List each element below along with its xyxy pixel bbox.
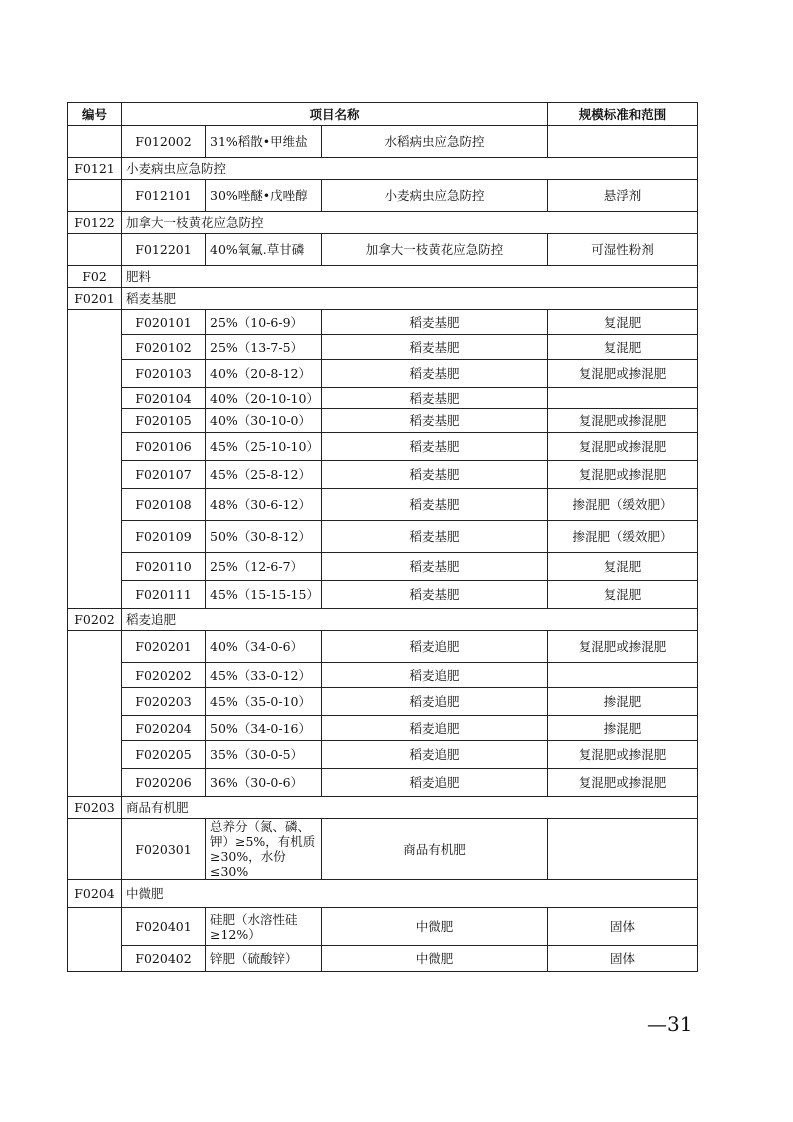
item-code-cell: F020105 (122, 409, 206, 433)
item-name-cell: 稻麦追肥 (322, 631, 548, 663)
group-row (68, 158, 698, 180)
item-spec-cell: 30%唑醚•戊唑醇 (206, 180, 322, 212)
item-name-cell: 稻麦基肥 (322, 335, 548, 360)
group-code-cell: F02 (68, 266, 122, 288)
item-name-cell: 稻麦基肥 (322, 388, 548, 409)
item-scale-cell: 掺混肥 (548, 716, 698, 741)
table-row (68, 310, 698, 335)
item-name-cell: 稻麦追肥 (322, 663, 548, 688)
item-scale-cell: 掺混肥（缓效肥） (548, 489, 698, 521)
group-code-cell: F0204 (68, 880, 122, 908)
item-name-cell: 稻麦追肥 (322, 741, 548, 769)
table-row (68, 688, 698, 716)
item-scale-cell: 复混肥或掺混肥 (548, 409, 698, 433)
group-name-cell: 小麦病虫应急防控 (122, 158, 698, 180)
item-scale-cell: 复混肥 (548, 553, 698, 581)
item-name-cell: 稻麦追肥 (322, 716, 548, 741)
item-name-cell: 商品有机肥 (322, 819, 548, 880)
table-row (68, 631, 698, 663)
item-code-cell: F020102 (122, 335, 206, 360)
group-row (68, 609, 698, 631)
item-code-cell: F020203 (122, 688, 206, 716)
item-scale-cell: 固体 (548, 908, 698, 946)
item-code-cell: F012201 (122, 234, 206, 266)
item-code-cell: F012101 (122, 180, 206, 212)
table-row (68, 335, 698, 360)
item-scale-cell: 可湿性粉剂 (548, 234, 698, 266)
item-scale-cell: 复混肥或掺混肥 (548, 769, 698, 797)
item-spec-cell: 45%（35-0-10） (206, 688, 322, 716)
item-code-cell: F020108 (122, 489, 206, 521)
item-spec-cell: 硅肥（水溶性硅≥12%） (206, 908, 322, 946)
group-row (68, 880, 698, 908)
item-code-cell: F020402 (122, 946, 206, 972)
item-spec-cell: 31%稻散•甲维盐 (206, 126, 322, 158)
item-scale-cell: 悬浮剂 (548, 180, 698, 212)
item-name-cell: 稻麦基肥 (322, 461, 548, 489)
table-row (68, 360, 698, 388)
table-row (68, 741, 698, 769)
item-name-cell: 稻麦基肥 (322, 553, 548, 581)
item-code-cell: F020107 (122, 461, 206, 489)
item-spec-cell: 40%（30-10-0） (206, 409, 322, 433)
group-name-cell: 商品有机肥 (122, 797, 698, 819)
blank-code-cell (68, 819, 122, 880)
item-spec-cell: 35%（30-0-5） (206, 741, 322, 769)
item-spec-cell: 40%（20-8-12） (206, 360, 322, 388)
table-body (68, 126, 698, 972)
item-scale-cell (548, 388, 698, 409)
blank-code-cell (68, 126, 122, 158)
table-row (68, 433, 698, 461)
item-spec-cell: 总养分（氮、磷、钾）≥5%，有机质≥30%，水份≤30% (206, 819, 322, 880)
item-code-cell: F020202 (122, 663, 206, 688)
group-name-cell: 加拿大一枝黄花应急防控 (122, 212, 698, 234)
header-item-name: 项目名称 (122, 103, 548, 126)
item-scale-cell: 掺混肥（缓效肥） (548, 521, 698, 553)
group-code-cell: F0121 (68, 158, 122, 180)
item-spec-cell: 锌肥（硫酸锌） (206, 946, 322, 972)
table-row (68, 489, 698, 521)
table-row (68, 180, 698, 212)
item-scale-cell (548, 819, 698, 880)
table-row (68, 409, 698, 433)
group-name-cell: 稻麦基肥 (122, 288, 698, 310)
item-name-cell: 小麦病虫应急防控 (322, 180, 548, 212)
item-spec-cell: 45%（15-15-15） (206, 581, 322, 609)
blank-code-cell (68, 631, 122, 797)
item-code-cell: F020204 (122, 716, 206, 741)
item-spec-cell: 45%（25-8-12） (206, 461, 322, 489)
item-code-cell: F020104 (122, 388, 206, 409)
item-spec-cell: 50%（34-0-16） (206, 716, 322, 741)
blank-code-cell (68, 180, 122, 212)
item-name-cell: 水稻病虫应急防控 (322, 126, 548, 158)
item-scale-cell: 复混肥 (548, 581, 698, 609)
item-spec-cell: 25%（10-6-9） (206, 310, 322, 335)
item-name-cell: 加拿大一枝黄花应急防控 (322, 234, 548, 266)
item-spec-cell: 50%（30-8-12） (206, 521, 322, 553)
blank-code-cell (68, 310, 122, 609)
item-code-cell: F020401 (122, 908, 206, 946)
item-scale-cell: 复混肥 (548, 335, 698, 360)
item-scale-cell (548, 126, 698, 158)
group-code-cell: F0201 (68, 288, 122, 310)
item-code-cell: F020111 (122, 581, 206, 609)
item-spec-cell: 45%（33-0-12） (206, 663, 322, 688)
fertilizer-table (67, 102, 698, 972)
header-scale: 规模标准和范围 (548, 103, 698, 126)
item-code-cell: F020205 (122, 741, 206, 769)
item-name-cell: 中微肥 (322, 946, 548, 972)
page-number: —31 (647, 1012, 693, 1036)
item-name-cell: 稻麦基肥 (322, 310, 548, 335)
blank-code-cell (68, 908, 122, 972)
item-code-cell: F020109 (122, 521, 206, 553)
table-row (68, 663, 698, 688)
table-row (68, 716, 698, 741)
table-row (68, 126, 698, 158)
item-spec-cell: 48%（30-6-12） (206, 489, 322, 521)
item-scale-cell: 复混肥或掺混肥 (548, 360, 698, 388)
item-scale-cell: 复混肥或掺混肥 (548, 433, 698, 461)
group-name-cell: 稻麦追肥 (122, 609, 698, 631)
item-code-cell: F020110 (122, 553, 206, 581)
item-code-cell: F020301 (122, 819, 206, 880)
item-name-cell: 稻麦基肥 (322, 489, 548, 521)
group-code-cell: F0203 (68, 797, 122, 819)
group-row (68, 266, 698, 288)
item-name-cell: 稻麦基肥 (322, 521, 548, 553)
table-header-row (68, 103, 698, 126)
table-row (68, 769, 698, 797)
table-row (68, 388, 698, 409)
group-row (68, 288, 698, 310)
group-code-cell: F0122 (68, 212, 122, 234)
item-code-cell: F020106 (122, 433, 206, 461)
item-name-cell: 稻麦追肥 (322, 769, 548, 797)
item-name-cell: 稻麦基肥 (322, 409, 548, 433)
table-row (68, 946, 698, 972)
table-row (68, 581, 698, 609)
item-spec-cell: 25%（13-7-5） (206, 335, 322, 360)
item-scale-cell: 复混肥 (548, 310, 698, 335)
item-code-cell: F012002 (122, 126, 206, 158)
group-name-cell: 中微肥 (122, 880, 698, 908)
item-code-cell: F020206 (122, 769, 206, 797)
item-scale-cell: 复混肥或掺混肥 (548, 461, 698, 489)
item-code-cell: F020103 (122, 360, 206, 388)
table-row (68, 553, 698, 581)
item-spec-cell: 40%（20-10-10） (206, 388, 322, 409)
item-name-cell: 稻麦基肥 (322, 360, 548, 388)
item-scale-cell: 掺混肥 (548, 688, 698, 716)
item-spec-cell: 40%氧氟.草甘磷 (206, 234, 322, 266)
blank-code-cell (68, 234, 122, 266)
item-name-cell: 中微肥 (322, 908, 548, 946)
item-code-cell: F020201 (122, 631, 206, 663)
group-name-cell: 肥料 (122, 266, 698, 288)
item-scale-cell: 复混肥或掺混肥 (548, 631, 698, 663)
item-name-cell: 稻麦基肥 (322, 433, 548, 461)
table-row (68, 461, 698, 489)
item-name-cell: 稻麦追肥 (322, 688, 548, 716)
group-code-cell: F0202 (68, 609, 122, 631)
table-row (68, 908, 698, 946)
table-row (68, 234, 698, 266)
table-row (68, 819, 698, 880)
item-spec-cell: 40%（34-0-6） (206, 631, 322, 663)
group-row (68, 212, 698, 234)
item-spec-cell: 45%（25-10-10） (206, 433, 322, 461)
item-scale-cell: 复混肥或掺混肥 (548, 741, 698, 769)
group-row (68, 797, 698, 819)
item-scale-cell (548, 663, 698, 688)
item-name-cell: 稻麦基肥 (322, 581, 548, 609)
table-row (68, 521, 698, 553)
item-spec-cell: 36%（30-0-6） (206, 769, 322, 797)
item-spec-cell: 25%（12-6-7） (206, 553, 322, 581)
item-scale-cell: 固体 (548, 946, 698, 972)
item-code-cell: F020101 (122, 310, 206, 335)
header-code: 编号 (68, 103, 122, 126)
